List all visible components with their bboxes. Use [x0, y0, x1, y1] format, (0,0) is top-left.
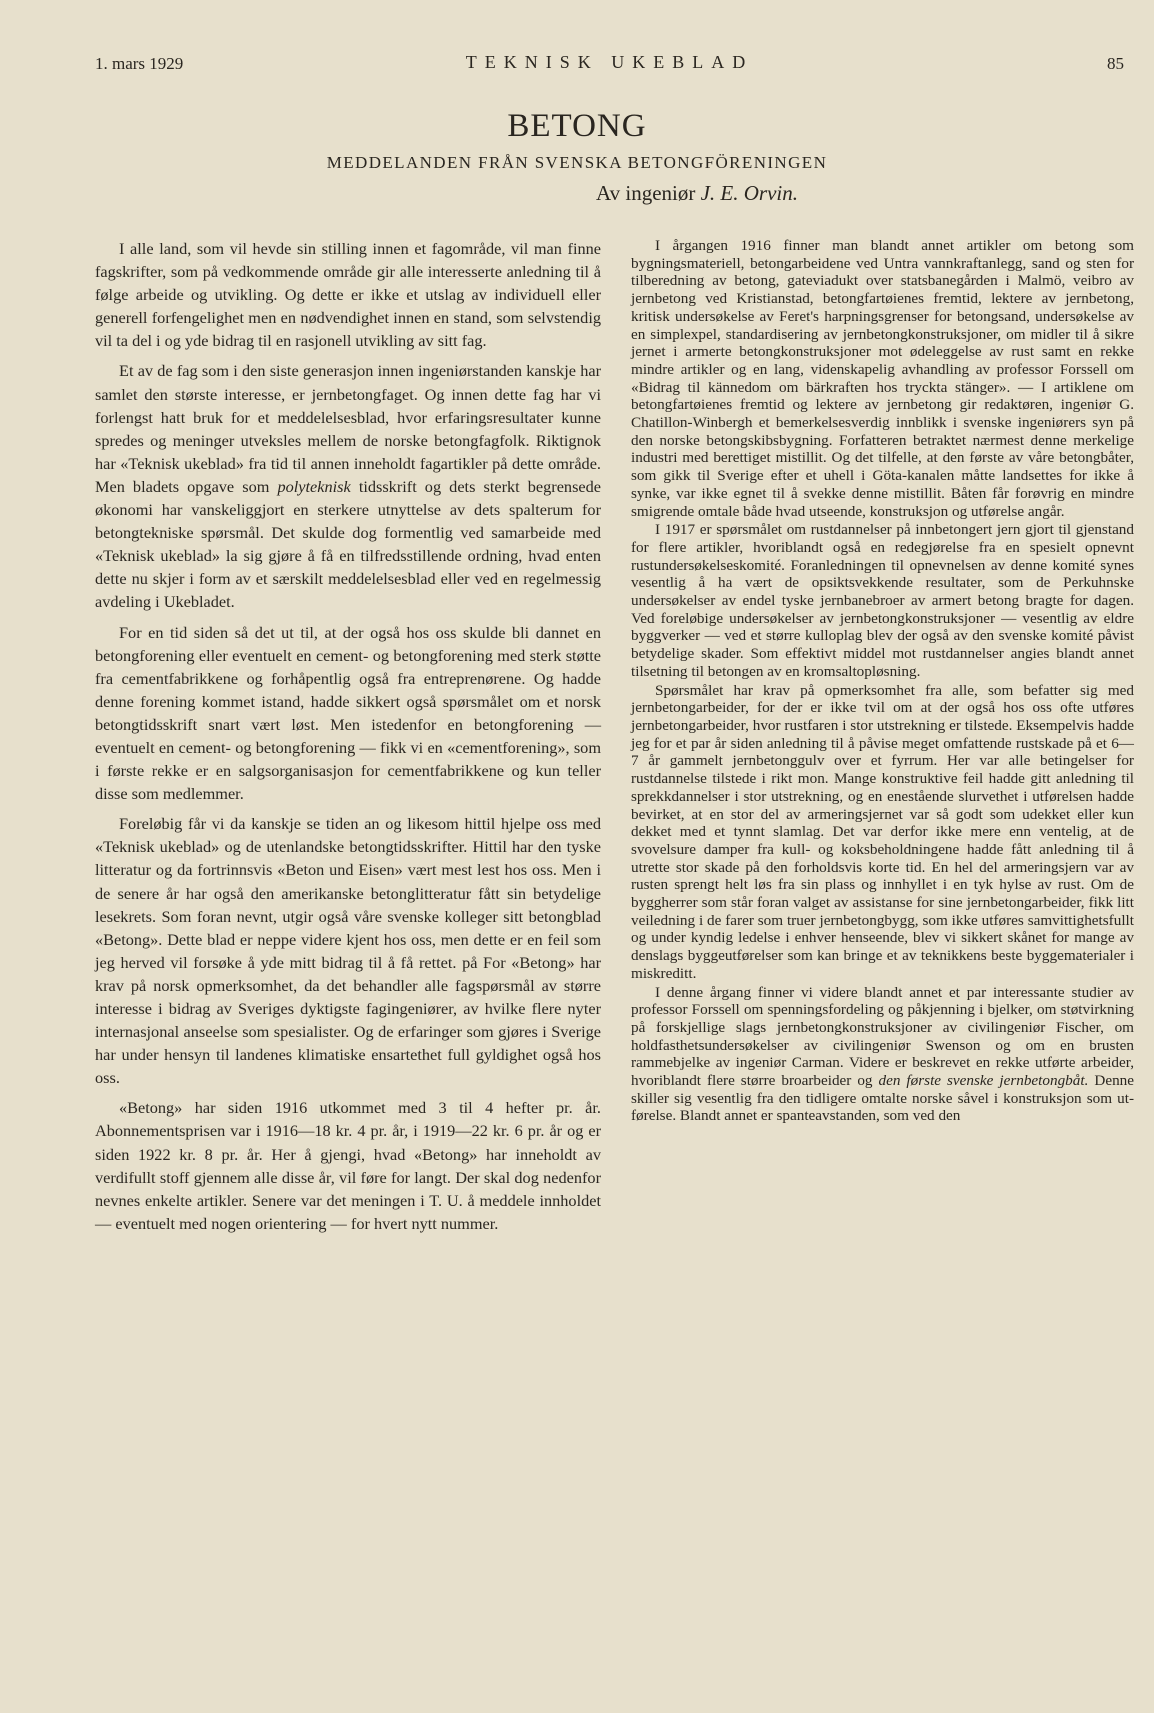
paragraph: I årgangen 1916 finner man blandt annet artikler om betong som bygningsmateriell, betongarbeidene ved Untra vannkraftanlegg, sand og sten for tilberedning av betong, gateviadukt over statsbanegården i Malmö, veibro av jernbetong ved Kristianstad, betongfartøienes fremtid, lektere av jernbetong, kritisk undersøkelse av Feret's harpningsgrenser for betongsand, undersøkelse av en simplexpel, standardisering av jernbetongkonstruksjoner, om midler til å sikre jernet i armerte betongkonstruksjoner mot ødeleggelse av rust samt en rekke mindre artikler og en lang, videnskapelig avhandling av professor Forssell om «Bidrag til kännedom om bärkraften hos tryckta stänger». — I artiklene om betongfartøienes fremtid og lektere av jernbetong gir redaktøren, ingeniør G. Chatillon-Winbergh et bemerkelsesverdig innblikk i svenske ingeniørers syn på den norske betongskibsbygning. Forfatteren betraktet nærmest denne merkelige industri med berettiget mistillit. Og det tilfelle, at den første av våre betongbåter, som gikk til Sverige efter et uhell i Göta-kanalen måtte landsettes for ikke å synke, var ikke egnet til å svekke denne mistillit. Båten får forøvrig en mindre smigrende omtale både hvad utseende, konstruksjon og utførelse angår. [631, 237, 1134, 520]
paragraph [631, 984, 1134, 1126]
article-heading [0, 108, 1154, 206]
emphasis-text: den første svenske jernbetongbåt. [878, 1072, 1089, 1090]
journal-name: TEKNISK UKEBLAD [465, 52, 754, 72]
page-number: 85 [1107, 54, 1124, 73]
paragraph-text: tidsskrift og dets sterkt begrensede økonomi har vanskeliggjort en sterkere utnyttelse av dets spalterum for betongtekniske spørsmål. Det skulde dog formentlig ved samarbeide med «Teknisk ukeblad» la sig gjøre å få en tilfredsstillende ordning, hvad enten dette nu skjer i form av et særskilt meddelelsesblad eller ved en regelmessig avdeling i Ukebladet. [95, 476, 601, 612]
running-header [95, 50, 1124, 80]
article-title: BETONG [507, 108, 647, 144]
byline [240, 181, 1154, 206]
emphasis-text: polyteknisk [277, 476, 351, 496]
paragraph-text: Et av de fag som i den siste generasjon innen ingeniørstanden kanskje har samlet den største interesse, er jernbetongfaget. Og innen dette fag har vi forlengst hatt bruk for et meddelelsesblad, hvor erfaringsresultater kunne spredes og meninger utveksles mellem de norske betongfagfolk. Riktignok har «Teknisk ukeblad» fra tid til annen inneholdt fagartikler på dette område. Men bladets opgave som [95, 361, 601, 496]
author-name: J. E. Orvin. [700, 181, 798, 205]
paragraph: I alle land, som vil hevde sin stilling innen et fagområde, vil man finne fagskrifter, som på vedkommende område gir alle interesserte anledning til å følge arbeide og utvikling. Og dette er ikke et utslag av individuell eller generell forfengelighet men en nødvendighet innen en stand, som selvstendig vil ta del i og yde bidrag til en rasjonell utvikling av sitt fag. [95, 239, 601, 351]
paragraph: For en tid siden så det ut til, at der også hos oss skulde bli dannet en betongforening eller eventuelt en cement- og betongforening med sterk støtte fra cementfabrikkene og forhåpentlig også fra entreprenørene. Og hadde denne forening kommet istand, hadde sikkert også spørsmålet om et norsk betongtidsskrift snart vært løst. Men istedenfor en betongforening — eventuelt en cement- og betongforening — fikk vi en «cementforening», som i første rekke er en salgsorganisasjon for cementfabrikkene og kun teller disse som medlemmer. [95, 622, 601, 804]
paragraph: «Betong» har siden 1916 utkommet med 3 til 4 hefter pr. år. Abonnementsprisen var i 1916—18 kr. 4 pr. år, i 1919—22 kr. 6 pr. år og er siden 1922 kr. 8 pr. år. Her å gjengi, hvad «Betong» har inneholdt av verdifullt stoff gjennem alle disse år, vil føre for langt. Der skal dog nedenfor nevnes enkelte artikler. Senere var det meningen i T. U. å meddele innholdet — eventuelt med nogen orientering — for hvert nytt nummer. [95, 1098, 601, 1233]
paragraph-text: I denne årgang finner vi videre blandt annet et par interessante studier av professor Forssell om spenningsfordeling og påkjenning i bjelker, om støtvirkning på forskjellige slags jernbetongkonstruksjoner av civilingeniør Fischer, om holdfasthetsundersøkelser av civilingeniør Swenson og om en brusten rammebjelke av ingeniør Carman. Videre er beskrevet en rekke utførte arbeider, hvoriblandt flere større broarbeider og [631, 983, 1134, 1090]
byline-prefix: Av ingeniør [596, 181, 696, 205]
paragraph: Spørsmålet har krav på opmerksomhet fra alle, som befatter sig med jernbetongarbeider, for der er ikke tvil om at der også hos oss ofte utføres jernbetongarbeider, hvor rustfaren i stor utstrekning er tilstede. Eksempelvis hadde jeg for et par år siden anledning til å påvise meget omfattende rustskade på et 6—7 år gammelt jernbetonggulv over et fyrrum. Her var alle betingelser for rustdannelse tilstede i rikt mon. Mange konstruktive feil hadde gitt anledning til sprekkdannelser i stor utstrekning, og en enestående slurvethet i utførelsen hadde bevirket, at en stor del av armeringsjernet var så godt som udekket eller kun dekket med et tynnt slamlag. Det var derfor ikke mere enn ventelig, at de svovelsure damper fra kull- og koksbeholdningene hadde fått anledning til å utrette stor skade på den forholdsvis korte tid. En hel del armeringsjern var av rusten sprengt helt løs fra sin plass og innhyllet i en tyk hylse av rust. Om de byggherrer som står foran valget av assistanse for sine jernbetongarbeider, fikk litt veiledning i de farer som truer jernbetongbygg, som ikke utføres samvittighetsfullt og under kyndig ledelse i enhver henseende, blev vi sikkert skånet for mange av denslags byggeutførelser som kan bringe et av teknikkens beste byggematerialer i miskreditt. [631, 681, 1134, 982]
paragraph [95, 359, 601, 613]
paragraph: I 1917 er spørsmålet om rustdannelser på innbetongert jern gjort til gjenstand for flere artikler, hvoriblandt også en redegjørelse fra en spesielt opnevnt rustundersøkelseskomité. Foranledningen til opnevnelsen av denne komité synes vesentlig å ha vært de opsiktsvekkende resultater, som de Perkuhnske undersøkelser av endel tyske jernbanebroer av armert betong bragte for dagen. Ved foreløbige undersøkelser av jernbetongkonstruksjoner — vesentlig av eldre byggverker — ved et større kulloplag blev der også av den svenske komité påvist betydelige skader. Som effektivt middel mot rustdannelser angies blandt annet tilsetning til betongen av en kromsaltopløsning. [631, 521, 1134, 680]
paragraph-text: Denne skiller sig vesentlig fra den tidligere omtalte norske såvel i konstruksjon som utførelse. Blandt annet er spanteavstanden, som ved den [631, 1072, 1134, 1125]
issue-date: 1. mars 1929 [95, 54, 184, 73]
paragraph: Foreløbig får vi da kanskje se tiden an og likesom hittil hjelpe oss med «Teknisk ukeblad» og de utenlandske betongtidsskrifter. Hittil har den tyske litteratur og da fortrinnsvis «Beton und Eisen» vært mest lest hos oss. Men i de senere år har også den amerikanske betonglitteratur fått sin betydelige lesekrets. Som foran nevnt, utgir også våre svenske kolleger sitt betongblad «Betong». Dette blad er neppe videre kjent hos oss, men dette er en feil som jeg herved vil forsøke å yde mitt bidrag til å få rettet. på For «Betong» har krav på norsk opmerksomhet, da det behandler alle fagspørsmål av større interesse i bidrag av Sveriges dyktigste fagingeniører, av hvilke flere nyter internasjonal anseelse som spesialister. Og de erfaringer som gjøres i Sverige har under hensyn til landenes klimatiske ensartethet full gyldighet også hos oss. [95, 814, 601, 1088]
right-column [631, 237, 1134, 1126]
left-column [95, 237, 601, 1242]
article-subtitle: MEDDELANDEN FRÅN SVENSKA BETONGFÖRENINGEN [326, 153, 828, 172]
